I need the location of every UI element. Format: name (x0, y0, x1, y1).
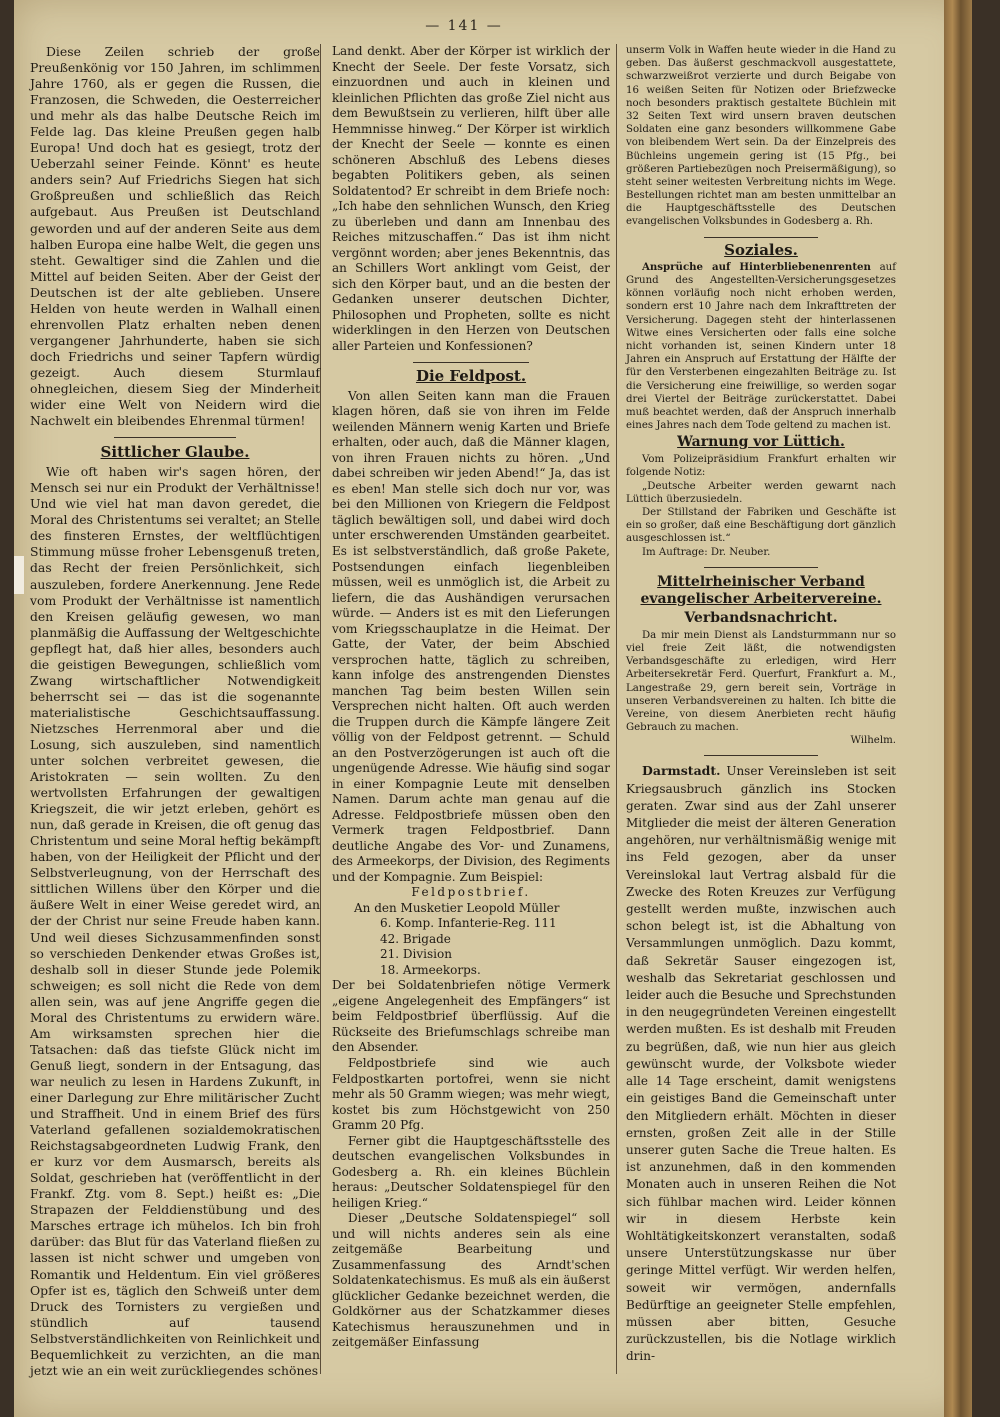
heading-sittlicher-glaube: Sittlicher Glaube. (100, 443, 250, 462)
paragraph-warnung: „Deutsche Arbeiter werden gewarnt nach Lüttich überzusiedeln. (626, 480, 896, 505)
book-spine (944, 0, 972, 1417)
example-line: 18. Armeekorps. (380, 962, 481, 977)
paragraph-auftrag: Im Auftrage: Dr. Neuber. (642, 546, 771, 558)
heading-ansprueche: Ansprüche auf Hinterbliebenenrenten (642, 260, 871, 273)
page-number: — 141 — (425, 18, 503, 34)
heading-feldpost: Die Feldpost. (415, 367, 527, 386)
column-3 (626, 44, 896, 1366)
example-line: 42. Brigade (380, 931, 451, 946)
example-title: Feldpostbrief. (411, 885, 531, 900)
heading-darmstadt: Darmstadt. (642, 763, 721, 779)
separator (413, 362, 530, 363)
example-line: An den Musketier Leopold Müller (354, 900, 560, 915)
paragraph-stillstand: Der Stillstand der Fabriken und Geschäfte ist ein so großer, daß eine Beschäftigung dort gänzlich ausgeschlossen ist.“ (626, 507, 896, 545)
paragraph-continuation: Land denkt. Aber der Körper ist wirklich der Knecht der Seele. Der feste Vorsatz, sich einzuordnen und auch in kleinen und kleinlichen Pflichten das große Ziel nicht aus dem Bewußtsein zu verlieren, hilft über alle Hemmnisse hinweg.“ Der Körper ist wirklich der Knecht der Seele — konnte es einen schöneren Abschluß des Lebens dieses begabten Politikers geben, als seinen Soldatentod? Er schreibt in dem Briefe noch: „Ich habe den sehnlichen Wunsch, den Krieg zu überleben und dann am Innenbau des Reiches mitzuschaffen.“ Das ist ihm nicht vergönnt worden; aber jenes Bekenntnis, das an Schillers Wort anklingt vom Geist, der sich den Körper baut, und an die besten der Gedanken unserer deutschen Dichter, Philosophen und Propheten, sollte es nicht widerklingen in den Herzen von Deutschen aller Parteien und Konfessionen? (332, 44, 610, 353)
heading-soziales: Soziales. (724, 240, 798, 259)
paragraph-glaube: Wie oft haben wir's sagen hören, der Mensch sei nur ein Produkt der Verhältnisse! Und wie viel hat man davon geredet, die Moral des Christentums sei veraltet; an Stelle des finsteren Ernstes, der weltflüchtigen Stimmung müsse froher Lebensgenuß treten, das Recht der freien Persönlichkeit, sich auszuleben, fordere Anerkennung. Jene Rede vom Produkt der Verhältnisse ist namentlich den Kreisen geläufig gewesen, wo man planmäßig die Auffassung der Weltgeschichte gepflegt hat, daß hier alles, besonders auch die geistigen Bewegungen, schließlich vom Zwang wirtschaftlicher Notwendigkeit beherrscht sei — das ist die sogenannte materialistische Geschichtsauffassung. Nietzsches Herrenmoral aber und die Losung, sich auszuleben, sind namentlich unter solchen verbreitet gewesen, die Aristokraten — sein wollten. Zu den wertvollsten Erfahrungen der gewaltigen Kriegszeit, die wir jetzt erleben, gehört es nun, daß gerade in Kreisen, die oft genug das Christentum und seine Moral heftig bekämpft haben, von der Heiligkeit der Pflicht und der Selbstverleugnung, von der Herrschaft des sittlichen Willens über den Körper und die äußere Welt in einer Weise geredet wird, an der der Christ nur seine Freude haben kann. Und weil dieses Sichzusammenfinden sonst so verschieden Denkender etwas Großes ist, deshalb soll in dieser Stunde jede Polemik schweigen; es soll nicht die Rede von dem allen sein, was auf jene Angriffe gegen die Moral des Christentums zu erwidern wäre. Am wirksamsten sprechen hier die Tatsachen: daß das tiefste Glück nicht im Genuß liegt, sondern in der Entsagung, das war neulich zu lesen in Hardens Zukunft, in einer Darlegung zur Ehre militärischer Zucht und Straffheit. Und in einem Brief des fürs Vaterland gefallenen sozialdemokratischen Reichstagsabgeordneten Ludwig Frank, den er kurz vor dem Ausmarsch, bereits als Soldat, geschrieben hat (veröffentlicht in der Frankf. Ztg. vom 8. Sept.) heißt es: „Die Strapazen der Felddienstübung und des Marsches ertrage ich mühelos. Ich bin froh darüber: das Blut für das Vaterland fließen zu lassen ist nicht schwer und umgeben von Romantik und Heldentum. Ein viel größeres Opfer ist es, täglich den Schweiß unter dem Druck des Tornisters zu vergießen und stündlich auf tausend Selbstverständlichkeiten von Reinlichkeit und Bequemlichkeit zu verzichten, an die man jetzt wie an ein weit zurückliegendes schönes (30, 464, 320, 1378)
heading-mittelrheinischer-verband: Mittelrheinischer Verband evangelischer Arbeitervereine. (640, 573, 882, 607)
column-rule (616, 44, 617, 1374)
paragraph-soldatenspiegel: Dieser „Deutsche Soldatenspiegel“ soll und will nichts anderes sein als eine zeitgemäße Bearbeitung und Zusammenfassung des Arndt'schen Soldatenkatechismus. Es muß als ein äußerst glücklicher Gedanke bezeichnet werden, die Goldkörner aus der Schatzkammer dieses Katechismus herauszunehmen und in zeitgemäßer Einfassung (332, 1211, 610, 1350)
column-rule (320, 44, 321, 1374)
paragraph-vermerk: Der bei Soldatenbriefen nötige Vermerk „eigene Angelegenheit des Empfängers“ ist beim Feldpostbrief überflüssig. Auf die Rückseite des Briefumschlags schreibe man den Absender. (332, 978, 610, 1055)
column-2 (332, 44, 610, 1351)
paragraph-darmstadt: Unser Vereinsleben ist seit Kriegsausbruch gänzlich ins Stocken geraten. Zwar sind aus der Zahl unserer Mitglieder die meist der älteren Generation angehören, nur verhältnismäßig wenige mit ins Feld gezogen, aber da unser Vereinslokal laut Vertrag alsbald für die Zwecke des Roten Kreuzes zur Verfügung gestellt werden mußte, inzwischen auch schon belegt ist, ist die Abhaltung von Versammlungen unmöglich. Dazu kommt, daß Sekretär Sauser eingezogen ist, weshalb das Sekretariat geschlossen und leider auch die Besuche und Sprechstunden in den neugegründeten Vereinen eingestellt werden mußten. Es ist deshalb mit Freuden zu begrüßen, daß, wie nun hier aus gleich gewünscht wurde, der Volksbote wieder alle 14 Tage erscheint, damit wenigstens ein geistiges Band die Gemeinschaft unter den Mitgliedern erhält. Möchten in dieser ernsten, großen Zeit alle in der Stille unserer guten Sache die Treue halten. Es ist anzunehmen, daß in den kommenden Monaten auch in unseren Reihen die Not sich fühlbar machen wird. Leider können wir in diesem Herbste kein Wohltätigkeitskonzert veranstalten, sodaß unsere Unterstützungskasse nur über geringe Mittel verfügt. Wir werden helfen, soweit wir vermögen, andernfalls Bedürftige an geeigneter Stelle empfehlen, müssen aber bitten, Gesuche zurückzustellen, bis die Notlage wirklich drin- (626, 764, 896, 1364)
paper-clip-strip (14, 556, 24, 594)
example-line: 6. Komp. Infanterie-Reg. 111 (380, 916, 557, 931)
example-line: 21. Division (380, 947, 452, 962)
separator (704, 237, 817, 238)
paragraph-continuation: unserm Volk in Waffen heute wieder in die Hand zu geben. Das äußerst geschmackvoll ausgestattete, schwarzweißrot verzierte und durch Beigabe von 16 weißen Seiten für Notizen oder Briefzwecke noch besonders praktisch gestaltete Büchlein mit 32 Seiten Text wird unsern braven deutschen Soldaten eine ganz besonders willkommene Gabe von bleibendem Wert sein. Da der Einzelpreis des Büchleins ungemein gering ist (15 Pfg., bei größeren Partiebezügen noch Preisermäßigung), so steht seiner weitesten Verbreitung nichts im Wege. Bestellungen richtet man am besten unmittelbar an die Hauptgeschäftsstelle des Deutschen evangelischen Volksbundes in Godesberg a. Rh. (626, 45, 896, 228)
paragraph-porto: Feldpostbriefe sind wie auch Feldpostkarten portofrei, wenn sie nicht mehr als 50 Gramm wiegen; was mehr wiegt, kostet bis zum Höchstgewicht von 250 Gramm 20 Pfg. (332, 1056, 610, 1133)
heading-warnung: Warnung vor Lüttich. (677, 434, 845, 451)
paragraph-feldpost: Von allen Seiten kann man die Frauen klagen hören, daß sie von ihren im Felde weilenden Männern wenig Karten und Briefe erhalten, oder auch, daß die Männer klagen, von ihren Frauen nichts zu hören. „Und dabei schreiben wir jeden Abend!“ Ja, das ist es eben! Man stelle sich doch nur vor, was bei den Millionen von Kriegern die Feldpost täglich bewältigen soll, und dabei wird doch unter erschwerenden Umständen gearbeitet. Es ist selbstverständlich, daß große Pakete, Postsendungen einfach liegenbleiben müssen, weil es unmöglich ist, die Arbeit zu liefern, die das Aushändigen verursachen würde. — Anders ist es mit den Lieferungen vom Kriegsschauplatze in die Heimat. Der Gatte, der Vater, der beim Abschied versprochen hatte, täglich zu schreiben, kann infolge des anstrengenden Dienstes manchen Tag beim besten Willen sein Versprechen nicht halten. Oft auch werden die Truppen durch die Kämpfe längere Zeit völlig von der Feldpost getrennt. — Schuld an den Postverzögerungen ist auch oft die ungenügende Adresse. Wie häufig sind sogar in einer Kompagnie Leute mit denselben Namen. Darum achte man genau auf die Adresse. Feldpostbriefe müssen oben den Vermerk tragen Feldpostbrief. Dann deutliche Angabe des Vor- und Zunamens, des Armeekorps, der Division, des Regiments und der Kompagnie. Zum Beispiel: (332, 388, 610, 884)
separator (704, 567, 817, 568)
heading-verbandsnachricht: Verbandsnachricht. (684, 609, 838, 626)
separator (114, 437, 236, 438)
paragraph-polizei: Vom Polizeipräsidium Frankfurt erhalten wir folgende Notiz: (626, 454, 896, 479)
paragraph-preussen: Diese Zeilen schrieb der große Preußenkönig vor 150 Jahren, im schlimmen Jahre 1760, als er gegen die Russen, die Franzosen, die Schweden, die Oesterreicher und mehr als das halbe Deutsche Reich im Felde lag. Das kleine Preußen gegen halb Europa! Und doch hat es gesiegt, trotz der Ueberzahl seiner Feinde. Könnt' es heute anders sein? Auf Friedrichs Siegen hat sich Großpreußen und schließlich das Reich aufgebaut. Aus Preußen ist Deutschland geworden und auf der anderen Seite aus dem halben Europa eine halbe Welt, die gegen uns steht. Gewaltiger sind die Zahlen und die Mittel auf beiden Seiten. Aber der Geist der Deutschen ist der alte geblieben. Unsere Helden von heute werden in Walhall einen ehrenvollen Platz erhalten neben denen vergangener Jahrhunderte, haben sie sich doch Friedrichs und seiner Tapfern würdig gezeigt. Auch diesem Sturmlauf ohnegleichen, diesem Sieg der Minderheit wider eine Welt von Neidern wird die Nachwelt ein bleibendes Ehrenmal türmen! (30, 44, 320, 429)
column-1 (30, 44, 320, 1379)
separator (704, 755, 817, 756)
paragraph-verbandsnachricht: Da mir mein Dienst als Landsturmmann nur so viel freie Zeit läßt, die notwendigsten Verbandsgeschäfte zu erledigen, wird Herr Arbeitersekretär Ferd. Querfurt, Frankfurt a. M., Langestraße 29, gern bereit sein, Vorträge in unseren Verbandsvereinen zu halten. Ich bitte die Vereine, von diesem Anerbieten recht häufig Gebrauch zu machen. (626, 629, 896, 734)
paragraph-buechlein: Ferner gibt die Hauptgeschäftsstelle des deutschen evangelischen Volksbundes in Godesberg a. Rh. ein kleines Büchlein heraus: „Deutscher Soldatenspiegel für den heiligen Krieg.“ (332, 1133, 610, 1210)
paragraph-ansprueche: auf Grund des Angestellten-Versicherungsgesetzes können vorläufig noch nicht erhoben werden, sondern erst 10 Jahre nach dem Inkrafttreten der Versicherung. Dagegen steht der hinterlassenen Witwe eines Versicherten oder falls eine solche nicht vorhanden ist, seinen Kindern unter 18 Jahren ein Anspruch auf Erstattung der Hälfte der für den Versterbenen eingezahlten Beiträge zu. Ist die Versicherung eine freiwillige, so werden sogar drei Viertel der Beiträge zurückerstattet. Dabei muß beachtet werden, daß der Anspruch innerhalb eines Jahres nach dem Tode geltend zu machen ist. (626, 261, 896, 432)
signature: Wilhelm. (850, 735, 896, 747)
newspaper-page (14, 0, 972, 1417)
